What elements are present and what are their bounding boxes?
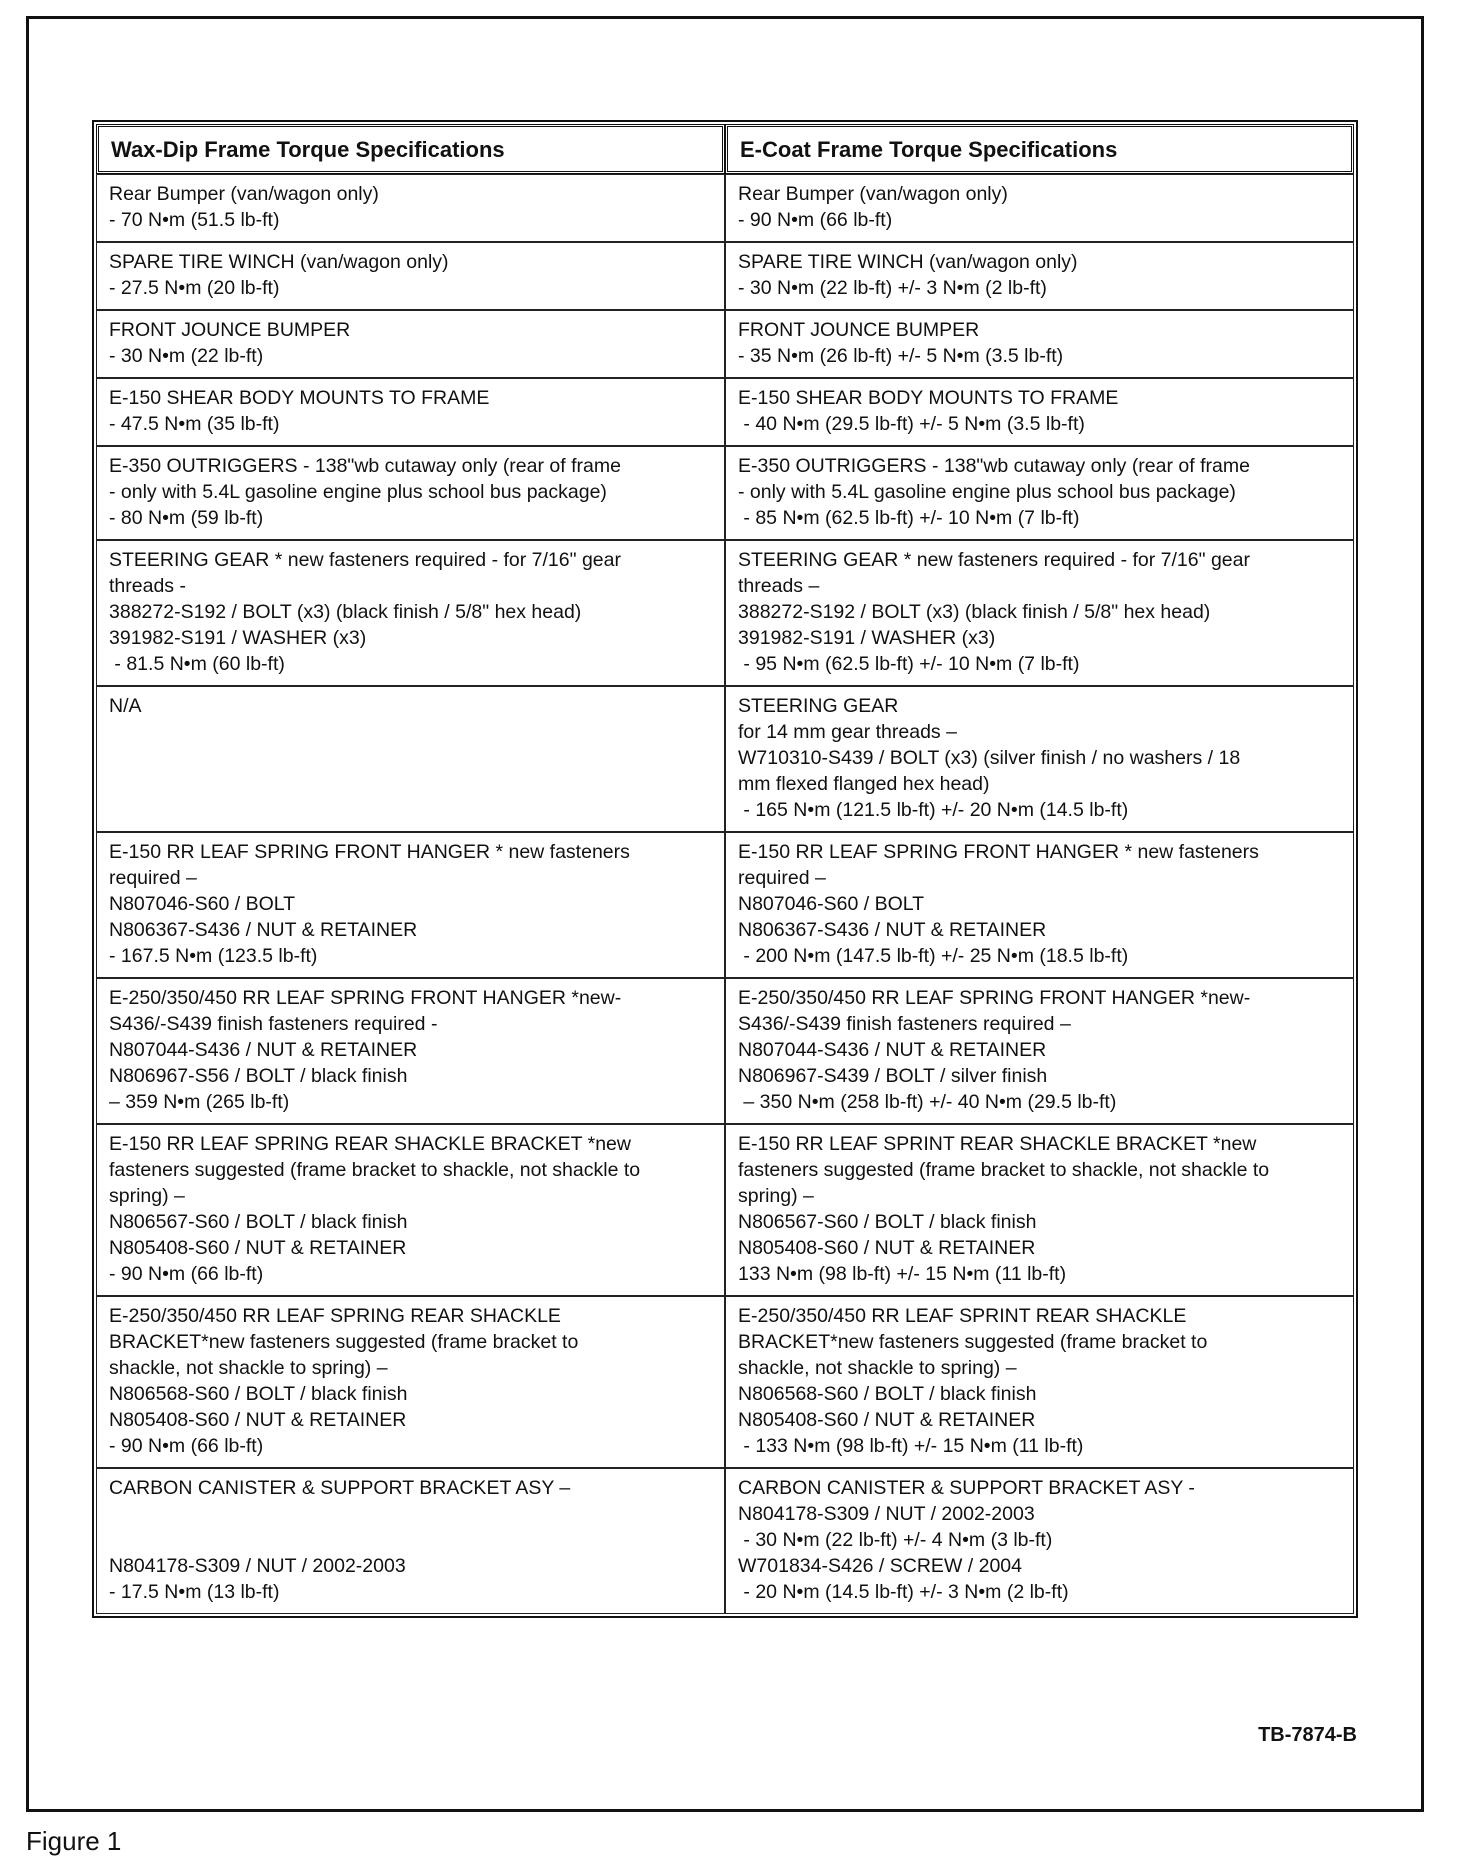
spec-line: required –: [109, 867, 197, 889]
e-coat-cell: [725, 1124, 1354, 1296]
table-row: [96, 174, 1354, 242]
spec-line: E-250/350/450 RR LEAF SPRING REAR SHACKLE: [109, 1305, 561, 1327]
spec-line: - 90 N•m (66 lb-ft): [109, 1263, 264, 1285]
wax-dip-cell: [96, 832, 725, 978]
spec-line: E-250/350/450 RR LEAF SPRINT REAR SHACKLE: [738, 1305, 1187, 1327]
spec-line: - 47.5 N•m (35 lb-ft): [109, 413, 280, 435]
spec-line: - 200 N•m (147.5 lb-ft) +/- 25 N•m (18.5 lb-ft): [738, 945, 1129, 967]
spec-line: S436/-S439 finish fasteners required -: [109, 1013, 438, 1035]
e-coat-cell: [725, 686, 1354, 832]
spec-line: 133 N•m (98 lb-ft) +/- 15 N•m (11 lb-ft): [738, 1263, 1067, 1285]
torque-spec-table: [96, 124, 1354, 1614]
wax-dip-header: Wax-Dip Frame Torque Specifications: [96, 124, 725, 174]
spec-line: for 14 mm gear threads –: [738, 721, 957, 743]
table-row: [96, 378, 1354, 446]
table-row: [96, 978, 1354, 1124]
spec-line: - 30 N•m (22 lb-ft) +/- 3 N•m (2 lb-ft): [738, 277, 1047, 299]
spec-line: N807044-S436 / NUT & RETAINER: [738, 1039, 1047, 1061]
spec-line: N806567-S60 / BOLT / black finish: [109, 1211, 408, 1233]
spec-line: N805408-S60 / NUT & RETAINER: [109, 1237, 407, 1259]
wax-dip-cell: [96, 978, 725, 1124]
spec-line: - only with 5.4L gasoline engine plus school bus package): [109, 481, 607, 503]
spec-line: N807044-S436 / NUT & RETAINER: [109, 1039, 418, 1061]
table-row: [96, 686, 1354, 832]
spec-line: - 81.5 N•m (60 lb-ft): [109, 653, 285, 675]
spec-line: N806367-S436 / NUT & RETAINER: [109, 919, 418, 941]
spec-line: - 80 N•m (59 lb-ft): [109, 507, 264, 529]
spec-line: E-150 RR LEAF SPRING FRONT HANGER * new fasteners: [738, 841, 1259, 863]
spec-line: N805408-S60 / NUT & RETAINER: [738, 1409, 1036, 1431]
spec-line: N807046-S60 / BOLT: [738, 893, 925, 915]
spec-line: – 350 N•m (258 lb-ft) +/- 40 N•m (29.5 lb-ft): [738, 1091, 1117, 1113]
spec-line: shackle, not shackle to spring) –: [738, 1357, 1017, 1379]
spec-line: S436/-S439 finish fasteners required –: [738, 1013, 1071, 1035]
spec-line: required –: [738, 867, 826, 889]
table-row: [96, 242, 1354, 310]
spec-line: SPARE TIRE WINCH (van/wagon only): [738, 251, 1078, 273]
spec-line: - 70 N•m (51.5 lb-ft): [109, 209, 280, 231]
document-id: TB-7874-B: [1258, 1724, 1357, 1746]
wax-dip-cell: [96, 1296, 725, 1468]
table-row: [96, 1468, 1354, 1614]
spec-line: N806367-S436 / NUT & RETAINER: [738, 919, 1047, 941]
spec-line: N807046-S60 / BOLT: [109, 893, 296, 915]
spec-line: N805408-S60 / NUT & RETAINER: [738, 1237, 1036, 1259]
e-coat-cell: [725, 1296, 1354, 1468]
spec-line: N805408-S60 / NUT & RETAINER: [109, 1409, 407, 1431]
spec-line: - 95 N•m (62.5 lb-ft) +/- 10 N•m (7 lb-ft): [738, 653, 1080, 675]
spec-line: - 30 N•m (22 lb-ft): [109, 345, 264, 367]
spec-line: E-350 OUTRIGGERS - 138"wb cutaway only (rear of frame: [109, 455, 621, 477]
spec-line: [109, 1527, 712, 1553]
spec-line: E-250/350/450 RR LEAF SPRING FRONT HANGER *new-: [738, 987, 1251, 1009]
spec-line: - only with 5.4L gasoline engine plus school bus package): [738, 481, 1236, 503]
spec-line: E-150 RR LEAF SPRINT REAR SHACKLE BRACKET *new: [738, 1133, 1257, 1155]
spec-line: [109, 1501, 712, 1527]
spec-line: W701834-S426 / SCREW / 2004: [738, 1555, 1022, 1577]
spec-line: - 90 N•m (66 lb-ft): [109, 1435, 264, 1457]
spec-line: FRONT JOUNCE BUMPER: [738, 319, 980, 341]
spec-line: spring) –: [109, 1185, 185, 1207]
spec-line: Rear Bumper (van/wagon only): [109, 183, 379, 205]
spec-line: N/A: [109, 695, 142, 717]
wax-dip-cell: [96, 686, 725, 832]
spec-line: - 20 N•m (14.5 lb-ft) +/- 3 N•m (2 lb-ft): [738, 1581, 1069, 1603]
spec-line: STEERING GEAR * new fasteners required - for 7/16" gear: [109, 549, 621, 571]
torque-spec-table-wrapper: [92, 120, 1358, 1618]
table-row: [96, 540, 1354, 686]
spec-line: SPARE TIRE WINCH (van/wagon only): [109, 251, 449, 273]
spec-line: - 27.5 N•m (20 lb-ft): [109, 277, 280, 299]
spec-line: N806967-S439 / BOLT / silver finish: [738, 1065, 1048, 1087]
wax-dip-cell: [96, 242, 725, 310]
spec-line: BRACKET*new fasteners suggested (frame bracket to: [738, 1331, 1208, 1353]
table-row: [96, 446, 1354, 540]
spec-line: - 90 N•m (66 lb-ft): [738, 209, 893, 231]
table-header-row: [96, 124, 1354, 174]
spec-line: 391982-S191 / WASHER (x3): [109, 627, 367, 649]
spec-line: STEERING GEAR * new fasteners required - for 7/16" gear: [738, 549, 1250, 571]
wax-dip-cell: [96, 446, 725, 540]
e-coat-cell: [725, 446, 1354, 540]
table-row: [96, 1296, 1354, 1468]
spec-line: fasteners suggested (frame bracket to shackle, not shackle to: [738, 1159, 1270, 1181]
table-row: [96, 1124, 1354, 1296]
spec-line: W710310-S439 / BOLT (x3) (silver finish / no washers / 18: [738, 747, 1241, 769]
spec-line: E-150 RR LEAF SPRING FRONT HANGER * new fasteners: [109, 841, 630, 863]
e-coat-cell: [725, 242, 1354, 310]
wax-dip-cell: [96, 378, 725, 446]
e-coat-cell: [725, 540, 1354, 686]
spec-line: N806567-S60 / BOLT / black finish: [738, 1211, 1037, 1233]
spec-line: threads -: [109, 575, 186, 597]
spec-line: E-350 OUTRIGGERS - 138"wb cutaway only (rear of frame: [738, 455, 1250, 477]
spec-line: N806568-S60 / BOLT / black finish: [738, 1383, 1037, 1405]
table-body: [96, 174, 1354, 1614]
spec-line: spring) –: [738, 1185, 814, 1207]
spec-line: 388272-S192 / BOLT (x3) (black finish / 5/8" hex head): [109, 601, 582, 623]
table-row: [96, 832, 1354, 978]
spec-line: CARBON CANISTER & SUPPORT BRACKET ASY –: [109, 1477, 571, 1499]
spec-line: 388272-S192 / BOLT (x3) (black finish / 5/8" hex head): [738, 601, 1211, 623]
spec-line: fasteners suggested (frame bracket to shackle, not shackle to: [109, 1159, 641, 1181]
spec-line: E-150 RR LEAF SPRING REAR SHACKLE BRACKET *new: [109, 1133, 631, 1155]
wax-dip-cell: [96, 1468, 725, 1614]
spec-line: STEERING GEAR: [738, 695, 899, 717]
spec-line: FRONT JOUNCE BUMPER: [109, 319, 351, 341]
spec-line: E-250/350/450 RR LEAF SPRING FRONT HANGER *new-: [109, 987, 622, 1009]
spec-line: - 85 N•m (62.5 lb-ft) +/- 10 N•m (7 lb-ft): [738, 507, 1080, 529]
spec-line: mm flexed flanged hex head): [738, 773, 990, 795]
spec-line: N804178-S309 / NUT / 2002-2003: [738, 1503, 1035, 1525]
spec-line: shackle, not shackle to spring) –: [109, 1357, 388, 1379]
spec-line: N806568-S60 / BOLT / black finish: [109, 1383, 408, 1405]
e-coat-header: E-Coat Frame Torque Specifications: [725, 124, 1354, 174]
e-coat-cell: [725, 832, 1354, 978]
spec-line: - 133 N•m (98 lb-ft) +/- 15 N•m (11 lb-ft): [738, 1435, 1084, 1457]
table-row: [96, 310, 1354, 378]
spec-line: N806967-S56 / BOLT / black finish: [109, 1065, 408, 1087]
e-coat-cell: [725, 1468, 1354, 1614]
wax-dip-cell: [96, 1124, 725, 1296]
spec-line: - 40 N•m (29.5 lb-ft) +/- 5 N•m (3.5 lb-ft): [738, 413, 1085, 435]
e-coat-cell: [725, 310, 1354, 378]
spec-line: N804178-S309 / NUT / 2002-2003: [109, 1555, 406, 1577]
spec-line: - 165 N•m (121.5 lb-ft) +/- 20 N•m (14.5 lb-ft): [738, 799, 1129, 821]
spec-line: E-150 SHEAR BODY MOUNTS TO FRAME: [109, 387, 490, 409]
e-coat-cell: [725, 978, 1354, 1124]
spec-line: – 359 N•m (265 lb-ft): [109, 1091, 290, 1113]
spec-line: - 35 N•m (26 lb-ft) +/- 5 N•m (3.5 lb-ft): [738, 345, 1064, 367]
figure-caption: Figure 1: [26, 1826, 122, 1856]
spec-line: 391982-S191 / WASHER (x3): [738, 627, 996, 649]
spec-line: - 17.5 N•m (13 lb-ft): [109, 1581, 280, 1603]
spec-line: BRACKET*new fasteners suggested (frame bracket to: [109, 1331, 579, 1353]
spec-line: CARBON CANISTER & SUPPORT BRACKET ASY -: [738, 1477, 1195, 1499]
spec-line: - 30 N•m (22 lb-ft) +/- 4 N•m (3 lb-ft): [738, 1529, 1053, 1551]
spec-line: threads –: [738, 575, 820, 597]
spec-line: - 167.5 N•m (123.5 lb-ft): [109, 945, 318, 967]
e-coat-cell: [725, 174, 1354, 242]
wax-dip-cell: [96, 540, 725, 686]
wax-dip-cell: [96, 310, 725, 378]
e-coat-cell: [725, 378, 1354, 446]
spec-line: E-150 SHEAR BODY MOUNTS TO FRAME: [738, 387, 1119, 409]
spec-line: Rear Bumper (van/wagon only): [738, 183, 1008, 205]
wax-dip-cell: [96, 174, 725, 242]
